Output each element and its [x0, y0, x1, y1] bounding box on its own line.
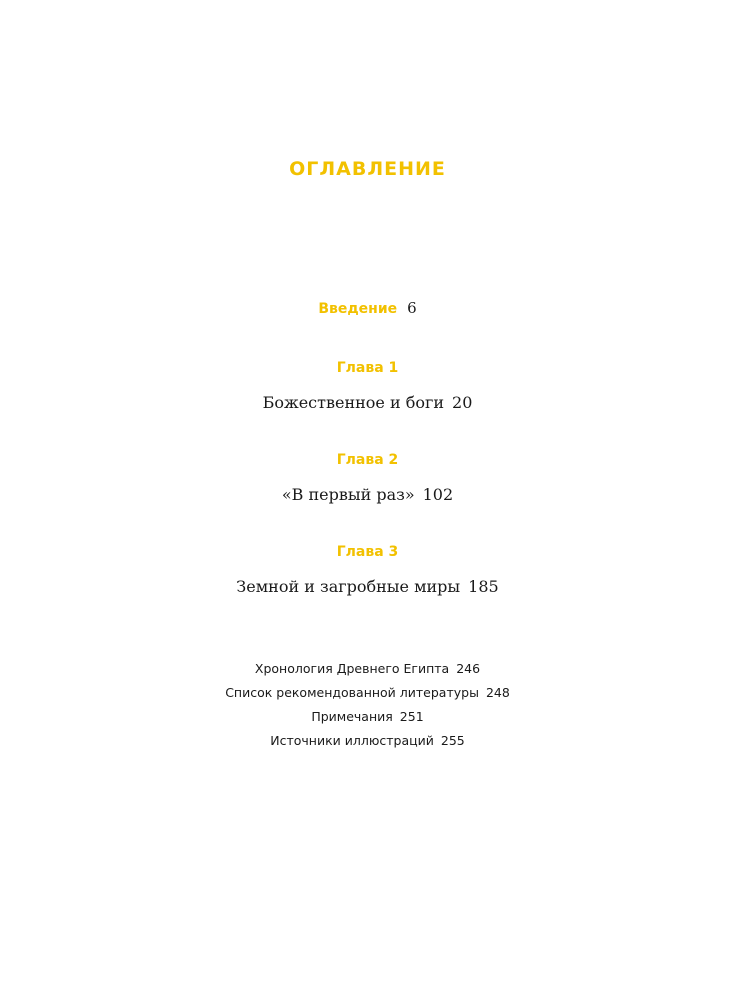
- toc-entry-chronology[interactable]: [0, 661, 735, 676]
- chapter-2-label: Глава 2: [336, 452, 399, 468]
- appendix-title: Список рекомендованной литературы: [225, 685, 479, 700]
- appendix-title: Хронология Древнего Египта: [254, 661, 450, 676]
- appendix-title: Примечания: [311, 709, 393, 724]
- appendix-page-number: 246: [456, 661, 481, 676]
- toc-entry-chapter-1[interactable]: [0, 393, 735, 412]
- chapter-3-title: Земной и загробные миры: [236, 577, 461, 596]
- toc-entry-intro[interactable]: [0, 299, 735, 318]
- toc-entry-reading-list[interactable]: [0, 685, 735, 700]
- appendix-page-number: 248: [485, 685, 510, 700]
- toc-entry-chapter-3[interactable]: [0, 577, 735, 596]
- intro-page-number: 6: [407, 299, 417, 317]
- chapter-2-page-number: 102: [422, 485, 454, 504]
- chapter-1-title: Божественное и боги: [262, 393, 445, 412]
- chapter-1-page-number: 20: [452, 393, 473, 412]
- toc-entry-notes[interactable]: [0, 709, 735, 724]
- appendix-title: Источники иллюстраций: [270, 733, 434, 748]
- toc-entry-chapter-2[interactable]: [0, 485, 735, 504]
- toc-entry-illustration-sources[interactable]: [0, 733, 735, 748]
- chapter-3-label: Глава 3: [336, 544, 399, 560]
- intro-label: Введение: [318, 301, 398, 317]
- toc-heading: ОГЛАВЛЕНИЕ: [289, 158, 446, 180]
- appendix-page-number: 251: [399, 709, 424, 724]
- chapter-3-page-number: 185: [468, 577, 499, 596]
- appendix-page-number: 255: [440, 733, 465, 748]
- chapter-1-label: Глава 1: [336, 360, 399, 376]
- chapter-2-title: «В первый раз»: [281, 485, 415, 504]
